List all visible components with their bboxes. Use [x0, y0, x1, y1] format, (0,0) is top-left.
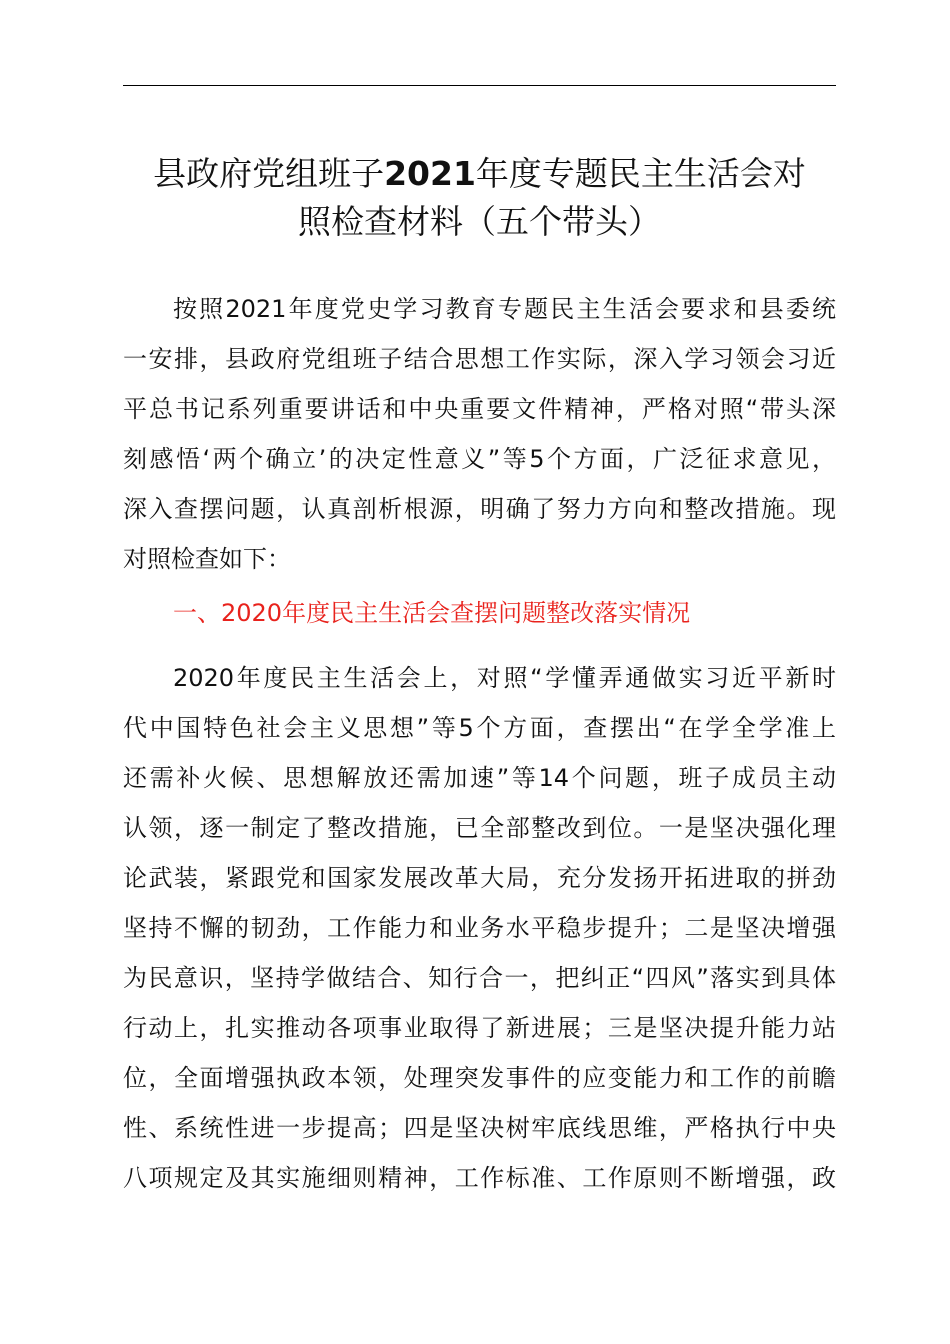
- paragraph-line: 一安排，县政府党组班子结合思想工作实际，深入学习领会习近: [123, 345, 836, 373]
- paragraph-line: 按照2021年度党史学习教育专题民主生活会要求和县委统: [173, 295, 836, 323]
- title-line-1: 县政府党组班子2021年度专题民主生活会对: [153, 154, 806, 193]
- intro-paragraph: [123, 284, 836, 584]
- paragraph-line: 位，全面增强执政本领，处理突发事件的应变能力和工作的前瞻: [123, 1064, 836, 1092]
- paragraph-line: 论武装，紧跟党和国家发展改革大局，充分发扬开拓进取的拼劲: [123, 864, 836, 892]
- section-heading-1: 一、2020年度民主生活会查摆问题整改落实情况: [173, 599, 691, 627]
- paragraph-line: 平总书记系列重要讲话和中央重要文件精神，严格对照“带头深: [123, 395, 836, 423]
- paragraph-line: 代中国特色社会主义思想”等5个方面，查摆出“在学全学准上: [123, 714, 836, 742]
- paragraph-line: 认领，逐一制定了整改措施，已全部整改到位。一是坚决强化理: [123, 814, 836, 842]
- title-line-2: 照检查材料（五个带头）: [298, 202, 661, 241]
- paragraph-line: 坚持不懈的韧劲，工作能力和业务水平稳步提升；二是坚决增强: [123, 914, 836, 942]
- paragraph-line: 深入查摆问题，认真剖析根源，明确了努力方向和整改措施。现: [123, 495, 836, 523]
- paragraph-line: 八项规定及其实施细则精神，工作标准、工作原则不断增强，政: [123, 1164, 836, 1192]
- paragraph-line: 为民意识，坚持学做结合、知行合一，把纠正“四风”落实到具体: [123, 964, 836, 992]
- paragraph-line: 性、系统性进一步提高；四是坚决树牢底线思维，严格执行中央: [123, 1114, 836, 1142]
- paragraph-line: 行动上，扎实推动各项事业取得了新进展；三是坚决提升能力站: [123, 1014, 836, 1042]
- paragraph-line: 刻感悟‘两个确立’的决定性意义”等5个方面，广泛征求意见，: [123, 445, 836, 473]
- header-rule: [123, 85, 836, 86]
- paragraph-line: 还需补火候、思想解放还需加速”等14个问题，班子成员主动: [123, 764, 836, 792]
- section1-paragraph: [123, 653, 836, 1203]
- paragraph-line: 对照检查如下：: [123, 545, 291, 573]
- title-year: 2021: [384, 154, 476, 193]
- paragraph-line: 2020年度民主生活会上，对照“学懂弄通做实习近平新时: [173, 664, 836, 692]
- document-title: [123, 150, 836, 246]
